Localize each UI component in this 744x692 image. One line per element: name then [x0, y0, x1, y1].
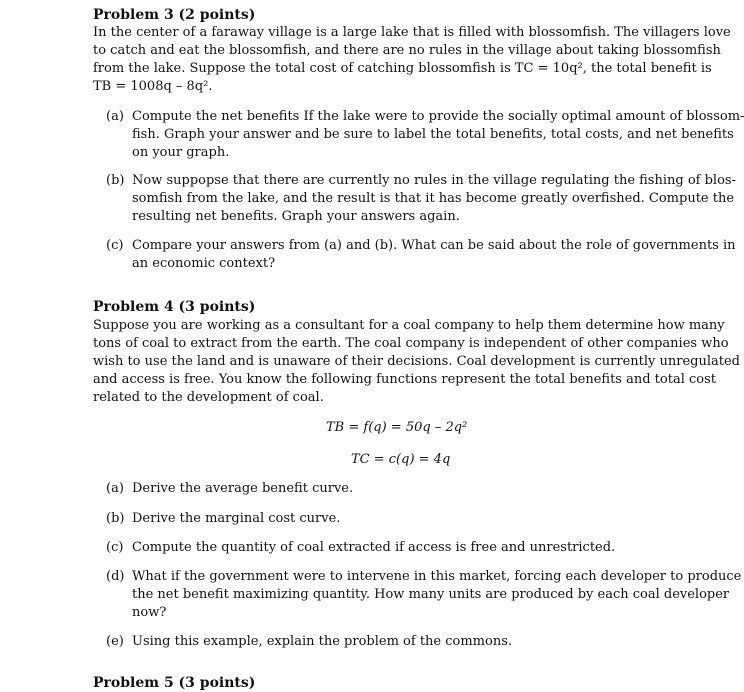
problem-3-part-b-label: (b) — [106, 173, 125, 188]
problem-4-intro-line: tons of coal to extract from the earth. The coal company is independent of other companies who — [93, 336, 729, 351]
problem-3-part-c-label: (c) — [106, 238, 124, 253]
problem-4-part-a-label: (a) — [106, 481, 124, 496]
total-benefit-equation: TB = f(q) = 50q – 2q² — [326, 420, 468, 435]
problem-3-part-c-text: an economic context? — [132, 256, 276, 271]
problem-4-part-d-text: now? — [132, 605, 167, 620]
problem-4-intro-line: and access is free. You know the following functions represent the total benefits and total cost — [93, 372, 716, 387]
problem-3-intro-line: TB = 1008q – 8q². — [93, 79, 213, 94]
problem-4-part-c-text: Compute the quantity of coal extracted if access is free and unrestricted. — [132, 540, 616, 555]
problem-4-intro-line: related to the development of coal. — [93, 390, 324, 405]
problem-3-part-b-text: resulting net benefits. Graph your answers again. — [132, 209, 460, 224]
problem-4-part-c-label: (c) — [106, 540, 124, 555]
total-cost-equation: TC = c(q) = 4q — [351, 452, 451, 467]
problem-4-part-d-text: What if the government were to intervene in this market, forcing each developer to produce — [132, 569, 742, 584]
problem-4-part-e-text: Using this example, explain the problem of the commons. — [132, 634, 513, 649]
problem-4-part-d-label: (d) — [106, 569, 125, 584]
problem-4-part-a-text: Derive the average benefit curve. — [132, 481, 354, 496]
problem-3-part-b-text: Now suppopse that there are currently no rules in the village regulating the fishing of blos- — [132, 173, 736, 188]
problem-4-part-d-text: the net benefit maximizing quantity. How many units are produced by each coal developer — [132, 587, 730, 602]
problem-4-heading: Problem 4 (3 points) — [93, 299, 256, 315]
problem-5-heading: Problem 5 (3 points) — [93, 675, 256, 691]
problem-3-heading: Problem 3 (2 points) — [93, 7, 256, 23]
problem-3-part-a-text: fish. Graph your answer and be sure to label the total benefits, total costs, and net benefits — [132, 127, 734, 142]
problem-4-part-e-label: (e) — [106, 634, 124, 649]
problem-3-intro-line: from the lake. Suppose the total cost of catching blossomfish is TC = 10q², the total benefit is — [93, 61, 712, 76]
problem-3-part-c-text: Compare your answers from (a) and (b). What can be said about the role of governments in — [132, 238, 736, 253]
problem-4-part-b-label: (b) — [106, 511, 125, 526]
problem-3-part-a-text: Compute the net benefits If the lake were to provide the socially optimal amount of blossom- — [132, 109, 744, 124]
problem-4-part-b-text: Derive the marginal cost curve. — [132, 511, 341, 526]
problem-4-intro-line: wish to use the land and is unaware of their decisions. Coal development is currently unregulated — [93, 354, 740, 369]
problem-3-part-a-label: (a) — [106, 109, 124, 124]
problem-3-intro-line: In the center of a faraway village is a large lake that is filled with blossomfish. The villagers love — [93, 25, 731, 40]
problem-4-intro-line: Suppose you are working as a consultant for a coal company to help them determine how many — [93, 318, 725, 333]
problem-3-part-b-text: somfish from the lake, and the result is that it has become greatly overfished. Compute the — [132, 191, 735, 206]
problem-3-intro-line: to catch and eat the blossomfish, and there are no rules in the village about taking blossomfish — [93, 43, 721, 58]
problem-3-part-a-text: on your graph. — [132, 145, 230, 160]
